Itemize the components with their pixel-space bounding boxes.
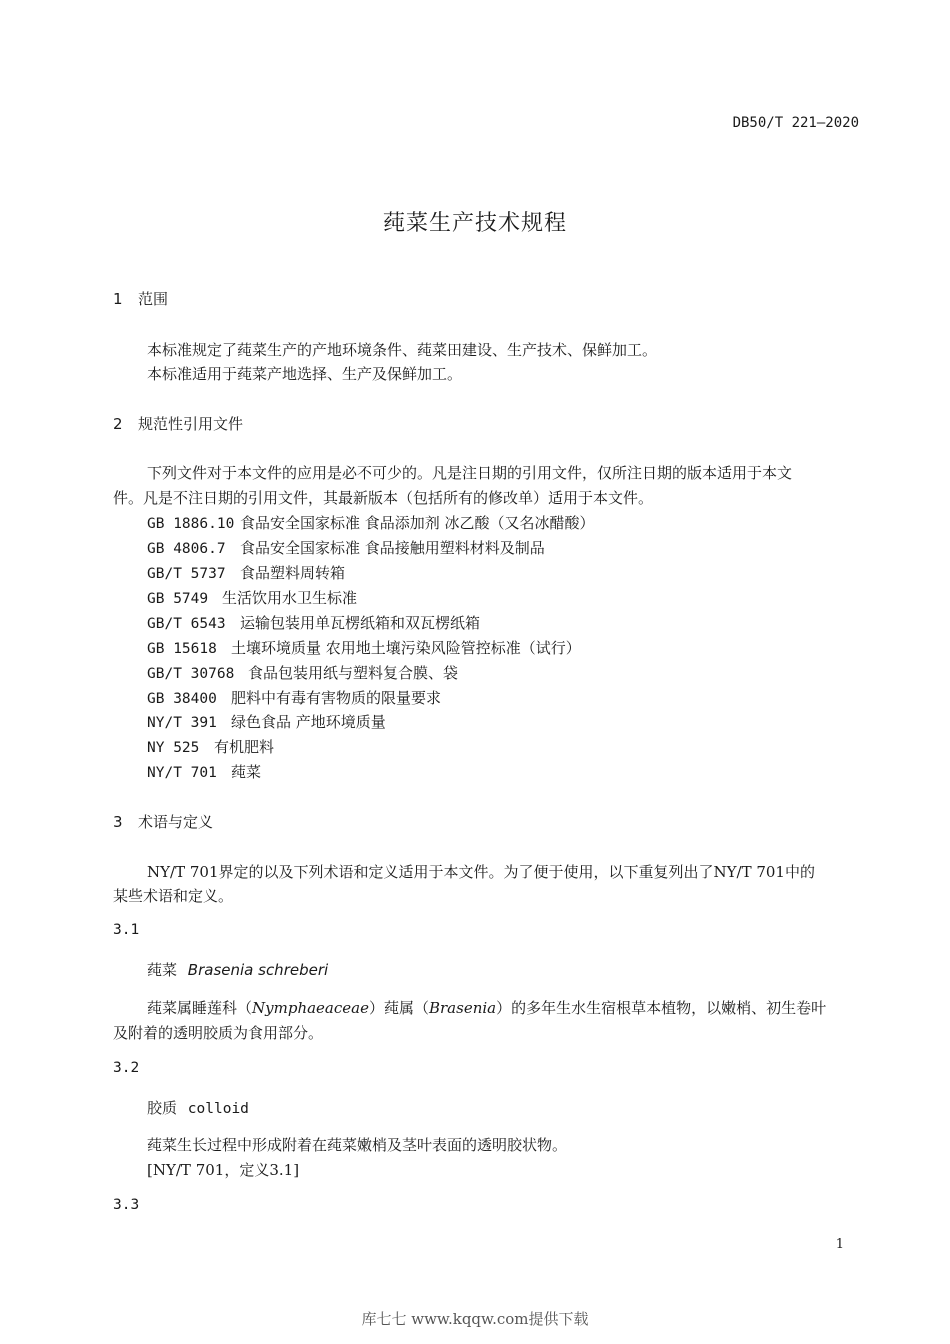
paragraph: NY/T 701界定的以及下列术语和定义适用于本文件。为了便于使用，以下重复列出了NY/T 701中的 bbox=[147, 863, 815, 881]
term-source: [NY/T 701，定义3.1] bbox=[147, 1161, 300, 1179]
standard-code: DB50/T 221—2020 bbox=[732, 115, 859, 131]
reference-title: 食品安全国家标准 食品接触用塑料材料及制品 bbox=[240, 539, 545, 557]
family-latin-name: Nymphaeaceae bbox=[252, 999, 369, 1017]
section-number: 1 bbox=[113, 290, 123, 308]
definition-text: 莼菜属睡莲科（ bbox=[147, 999, 253, 1017]
term-entry bbox=[147, 1097, 249, 1118]
reference-item bbox=[147, 537, 545, 558]
reference-code: GB 5749 bbox=[147, 591, 209, 607]
subsection-number: 3.3 bbox=[113, 1197, 140, 1213]
reference-item bbox=[147, 587, 357, 608]
reference-item bbox=[147, 711, 386, 732]
section-number: 2 bbox=[113, 415, 123, 433]
reference-item bbox=[147, 637, 581, 658]
paragraph: 某些术语和定义。 bbox=[113, 887, 234, 905]
reference-code: GB 4806.7 bbox=[147, 541, 226, 557]
term-definition-continuation: 及附着的透明胶质为食用部分。 bbox=[113, 1024, 324, 1042]
section-1-heading bbox=[113, 288, 168, 309]
reference-item bbox=[147, 612, 480, 633]
paragraph: 本标准规定了莼菜生产的产地环境条件、莼菜田建设、生产技术、保鲜加工。 bbox=[147, 341, 658, 359]
reference-item bbox=[147, 662, 458, 683]
term-definition bbox=[147, 997, 826, 1018]
subsection-number: 3.2 bbox=[113, 1060, 140, 1076]
definition-text: ）莼属（ bbox=[368, 999, 429, 1017]
reference-title: 土壤环境质量 农用地土壤污染风险管控标准（试行） bbox=[231, 639, 581, 657]
term-latin: Brasenia schreberi bbox=[187, 961, 329, 979]
section-3-heading bbox=[113, 811, 213, 832]
section-2-heading bbox=[113, 413, 243, 434]
definition-text: ）的多年生水生宿根草本植物，以嫩梢、初生卷叶 bbox=[496, 999, 827, 1017]
term-definition: 莼菜生长过程中形成附着在莼菜嫩梢及茎叶表面的透明胶状物。 bbox=[147, 1136, 568, 1154]
reference-item bbox=[147, 736, 274, 757]
section-title: 规范性引用文件 bbox=[138, 415, 244, 433]
reference-code: GB 15618 bbox=[147, 641, 217, 657]
reference-code: GB/T 5737 bbox=[147, 566, 226, 582]
reference-code: GB/T 30768 bbox=[147, 666, 235, 682]
reference-title: 食品包装用纸与塑料复合膜、袋 bbox=[248, 664, 459, 682]
document-title: 莼菜生产技术规程 bbox=[382, 211, 567, 236]
reference-title: 莼菜 bbox=[231, 763, 262, 781]
reference-code: GB 1886.10 bbox=[147, 516, 235, 532]
reference-title: 生活饮用水卫生标准 bbox=[222, 589, 358, 607]
reference-title: 食品安全国家标准 食品添加剂 冰乙酸（又名冰醋酸） bbox=[240, 514, 595, 532]
term-chinese: 胶质 bbox=[147, 1099, 178, 1117]
reference-title: 有机肥料 bbox=[214, 738, 275, 756]
reference-title: 食品塑料周转箱 bbox=[240, 564, 346, 582]
reference-title: 肥料中有毒有害物质的限量要求 bbox=[231, 689, 442, 707]
download-source-footer: 库七七 www.kqqw.com提供下载 bbox=[361, 1310, 589, 1328]
reference-code: NY 525 bbox=[147, 740, 200, 756]
reference-title: 绿色食品 产地环境质量 bbox=[231, 713, 386, 731]
reference-item bbox=[147, 687, 441, 708]
page-number: 1 bbox=[835, 1237, 844, 1252]
paragraph: 件。凡是不注日期的引用文件，其最新版本（包括所有的修改单）适用于本文件。 bbox=[113, 489, 654, 507]
reference-code: NY/T 391 bbox=[147, 715, 217, 731]
reference-code: GB 38400 bbox=[147, 691, 217, 707]
term-english: colloid bbox=[187, 1101, 249, 1117]
section-title: 术语与定义 bbox=[138, 813, 214, 831]
genus-latin-name: Brasenia bbox=[428, 999, 497, 1017]
reference-item bbox=[147, 562, 345, 583]
section-title: 范围 bbox=[138, 290, 169, 308]
term-chinese: 莼菜 bbox=[147, 961, 178, 979]
term-entry bbox=[147, 959, 328, 980]
reference-code: GB/T 6543 bbox=[147, 616, 226, 632]
reference-title: 运输包装用单瓦楞纸箱和双瓦楞纸箱 bbox=[240, 614, 481, 632]
section-number: 3 bbox=[113, 813, 123, 831]
reference-code: NY/T 701 bbox=[147, 765, 217, 781]
paragraph: 下列文件对于本文件的应用是必不可少的。凡是注日期的引用文件，仅所注日期的版本适用于本文 bbox=[147, 464, 793, 482]
subsection-number: 3.1 bbox=[113, 922, 140, 938]
reference-item bbox=[147, 512, 595, 533]
reference-item bbox=[147, 761, 261, 782]
paragraph: 本标准适用于莼菜产地选择、生产及保鲜加工。 bbox=[147, 365, 463, 383]
